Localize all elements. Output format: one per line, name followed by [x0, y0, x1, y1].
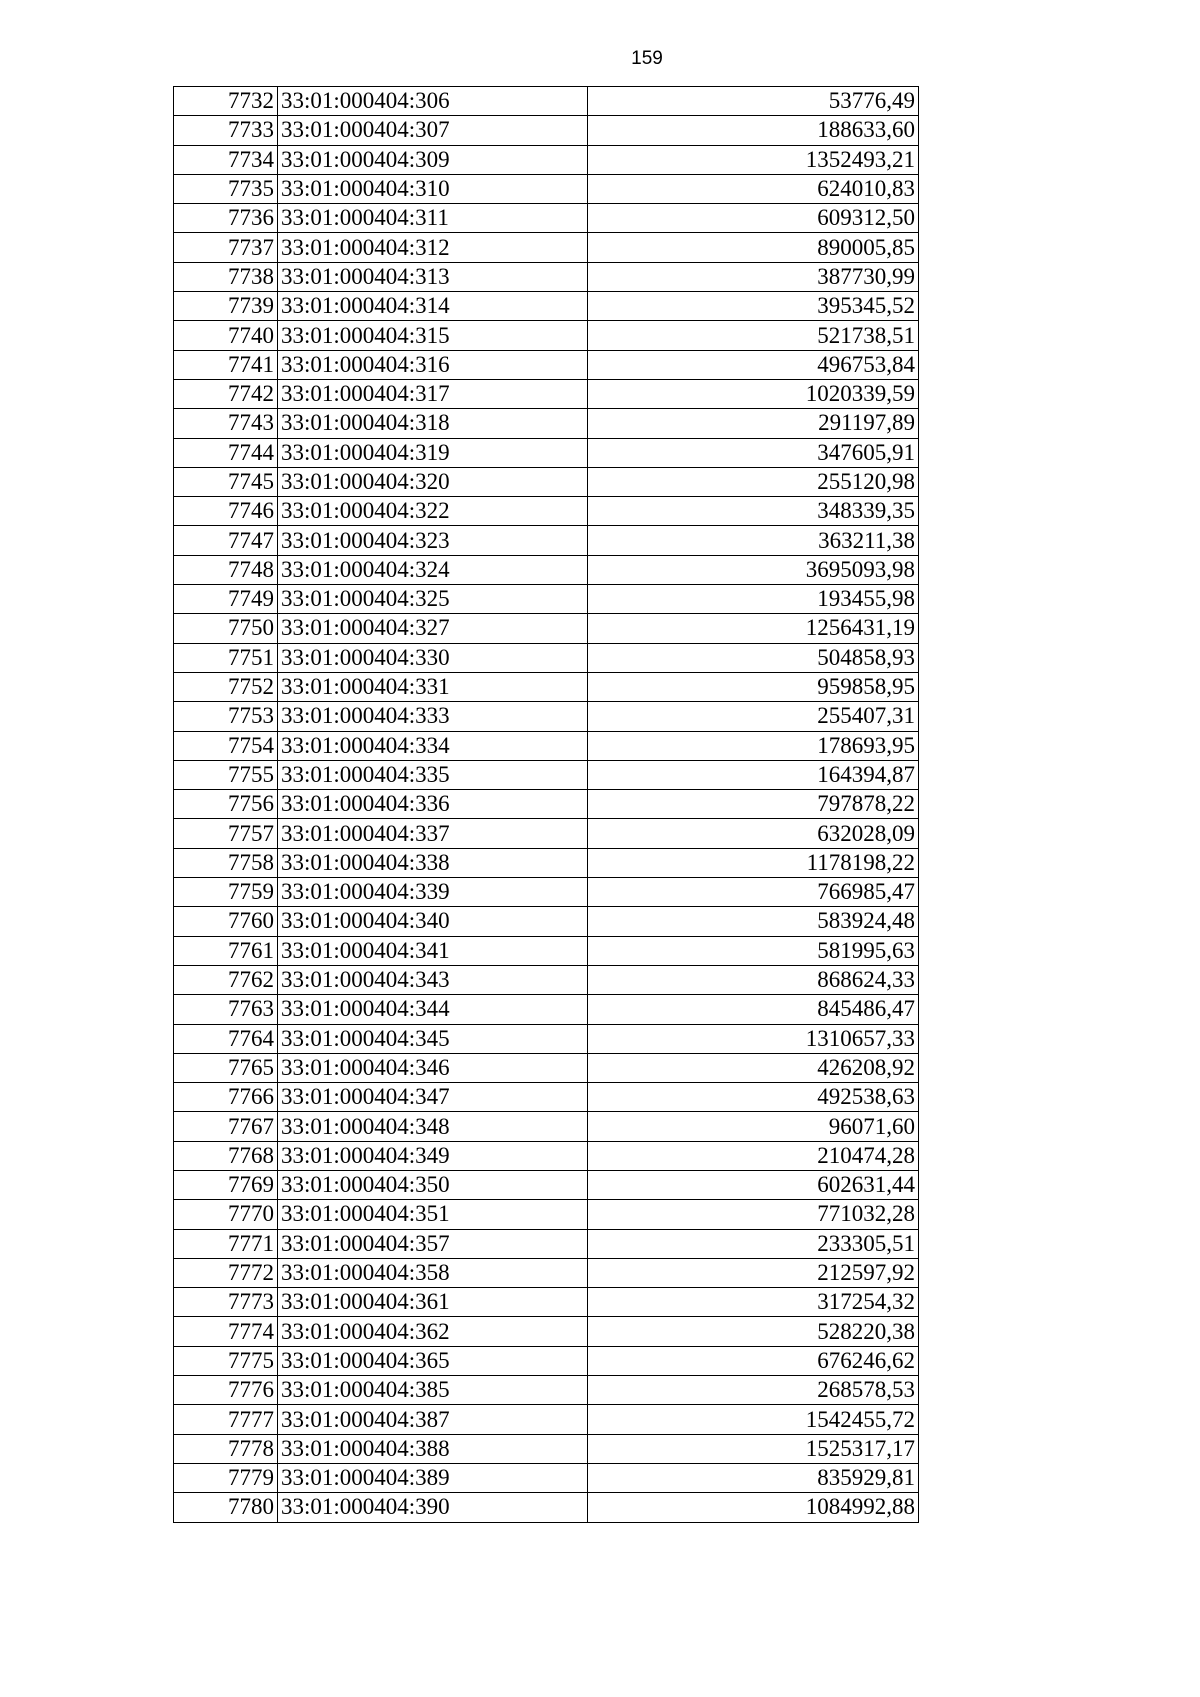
cadastral-number-cell: 33:01:000404:349 — [278, 1141, 588, 1170]
table-row — [174, 321, 919, 350]
value-cell: 583924,48 — [588, 907, 919, 936]
value-cell: 348339,35 — [588, 497, 919, 526]
table-row — [174, 702, 919, 731]
table-row — [174, 1317, 919, 1346]
cadastral-number-cell: 33:01:000404:310 — [278, 174, 588, 203]
cadastral-number-cell: 33:01:000404:388 — [278, 1434, 588, 1463]
value-cell: 426208,92 — [588, 1053, 919, 1082]
value-cell: 1542455,72 — [588, 1405, 919, 1434]
row-number-cell: 7775 — [174, 1346, 278, 1375]
value-cell: 602631,44 — [588, 1170, 919, 1199]
row-number-cell: 7741 — [174, 350, 278, 379]
table-row — [174, 1258, 919, 1287]
row-number-cell: 7764 — [174, 1024, 278, 1053]
value-cell: 3695093,98 — [588, 555, 919, 584]
table-row — [174, 907, 919, 936]
cadastral-number-cell: 33:01:000404:357 — [278, 1229, 588, 1258]
table-row — [174, 790, 919, 819]
value-cell: 676246,62 — [588, 1346, 919, 1375]
cadastral-number-cell: 33:01:000404:318 — [278, 409, 588, 438]
value-cell: 1084992,88 — [588, 1493, 919, 1522]
row-number-cell: 7744 — [174, 438, 278, 467]
table-body — [174, 87, 919, 1523]
table-row — [174, 936, 919, 965]
table-row — [174, 965, 919, 994]
table-row — [174, 1229, 919, 1258]
cadastral-number-cell: 33:01:000404:390 — [278, 1493, 588, 1522]
value-cell: 363211,38 — [588, 526, 919, 555]
value-cell: 521738,51 — [588, 321, 919, 350]
row-number-cell: 7753 — [174, 702, 278, 731]
cadastral-number-cell: 33:01:000404:385 — [278, 1376, 588, 1405]
table-row — [174, 1434, 919, 1463]
row-number-cell: 7743 — [174, 409, 278, 438]
cadastral-number-cell: 33:01:000404:323 — [278, 526, 588, 555]
table-row — [174, 760, 919, 789]
row-number-cell: 7779 — [174, 1463, 278, 1492]
value-cell: 766985,47 — [588, 878, 919, 907]
cadastral-number-cell: 33:01:000404:312 — [278, 233, 588, 262]
row-number-cell: 7777 — [174, 1405, 278, 1434]
value-cell: 492538,63 — [588, 1083, 919, 1112]
table-row — [174, 145, 919, 174]
cadastral-number-cell: 33:01:000404:351 — [278, 1200, 588, 1229]
table-row — [174, 174, 919, 203]
row-number-cell: 7751 — [174, 643, 278, 672]
value-cell: 193455,98 — [588, 585, 919, 614]
cadastral-number-cell: 33:01:000404:317 — [278, 379, 588, 408]
cadastral-number-cell: 33:01:000404:331 — [278, 672, 588, 701]
value-cell: 317254,32 — [588, 1288, 919, 1317]
value-cell: 212597,92 — [588, 1258, 919, 1287]
table-row — [174, 497, 919, 526]
table-row — [174, 1112, 919, 1141]
row-number-cell: 7733 — [174, 116, 278, 145]
row-number-cell: 7745 — [174, 467, 278, 496]
row-number-cell: 7738 — [174, 262, 278, 291]
table-row — [174, 555, 919, 584]
table-row — [174, 1141, 919, 1170]
row-number-cell: 7768 — [174, 1141, 278, 1170]
cadastral-number-cell: 33:01:000404:319 — [278, 438, 588, 467]
cadastral-number-cell: 33:01:000404:313 — [278, 262, 588, 291]
row-number-cell: 7747 — [174, 526, 278, 555]
row-number-cell: 7771 — [174, 1229, 278, 1258]
cadastral-number-cell: 33:01:000404:327 — [278, 614, 588, 643]
row-number-cell: 7760 — [174, 907, 278, 936]
table-row — [174, 379, 919, 408]
cadastral-number-cell: 33:01:000404:311 — [278, 204, 588, 233]
row-number-cell: 7749 — [174, 585, 278, 614]
cadastral-number-cell: 33:01:000404:340 — [278, 907, 588, 936]
row-number-cell: 7761 — [174, 936, 278, 965]
value-cell: 347605,91 — [588, 438, 919, 467]
cadastral-number-cell: 33:01:000404:346 — [278, 1053, 588, 1082]
table-row — [174, 1053, 919, 1082]
value-cell: 96071,60 — [588, 1112, 919, 1141]
cadastral-number-cell: 33:01:000404:337 — [278, 819, 588, 848]
cadastral-number-cell: 33:01:000404:350 — [278, 1170, 588, 1199]
value-cell: 53776,49 — [588, 87, 919, 116]
row-number-cell: 7748 — [174, 555, 278, 584]
row-number-cell: 7769 — [174, 1170, 278, 1199]
value-cell: 581995,63 — [588, 936, 919, 965]
row-number-cell: 7774 — [174, 1317, 278, 1346]
table-row — [174, 819, 919, 848]
table-row — [174, 1405, 919, 1434]
value-cell: 890005,85 — [588, 233, 919, 262]
row-number-cell: 7759 — [174, 878, 278, 907]
table-row — [174, 292, 919, 321]
value-cell: 845486,47 — [588, 995, 919, 1024]
row-number-cell: 7778 — [174, 1434, 278, 1463]
table-row — [174, 1288, 919, 1317]
value-cell: 1178198,22 — [588, 848, 919, 877]
row-number-cell: 7732 — [174, 87, 278, 116]
cadastral-value-table — [173, 86, 919, 1523]
value-cell: 395345,52 — [588, 292, 919, 321]
table-row — [174, 995, 919, 1024]
cadastral-number-cell: 33:01:000404:365 — [278, 1346, 588, 1375]
value-cell: 255120,98 — [588, 467, 919, 496]
value-cell: 233305,51 — [588, 1229, 919, 1258]
row-number-cell: 7765 — [174, 1053, 278, 1082]
row-number-cell: 7734 — [174, 145, 278, 174]
row-number-cell: 7773 — [174, 1288, 278, 1317]
cadastral-number-cell: 33:01:000404:348 — [278, 1112, 588, 1141]
value-cell: 188633,60 — [588, 116, 919, 145]
table-row — [174, 438, 919, 467]
row-number-cell: 7763 — [174, 995, 278, 1024]
value-cell: 496753,84 — [588, 350, 919, 379]
page-number: 159 — [631, 48, 663, 69]
cadastral-number-cell: 33:01:000404:309 — [278, 145, 588, 174]
table-row — [174, 1463, 919, 1492]
cadastral-number-cell: 33:01:000404:306 — [278, 87, 588, 116]
value-cell: 632028,09 — [588, 819, 919, 848]
cadastral-number-cell: 33:01:000404:307 — [278, 116, 588, 145]
cadastral-number-cell: 33:01:000404:345 — [278, 1024, 588, 1053]
cadastral-number-cell: 33:01:000404:343 — [278, 965, 588, 994]
row-number-cell: 7742 — [174, 379, 278, 408]
table-row — [174, 585, 919, 614]
row-number-cell: 7758 — [174, 848, 278, 877]
cadastral-number-cell: 33:01:000404:341 — [278, 936, 588, 965]
row-number-cell: 7735 — [174, 174, 278, 203]
table-row — [174, 643, 919, 672]
value-cell: 835929,81 — [588, 1463, 919, 1492]
value-cell: 1525317,17 — [588, 1434, 919, 1463]
table-row — [174, 1376, 919, 1405]
cadastral-number-cell: 33:01:000404:362 — [278, 1317, 588, 1346]
value-cell: 1020339,59 — [588, 379, 919, 408]
row-number-cell: 7756 — [174, 790, 278, 819]
value-cell: 1256431,19 — [588, 614, 919, 643]
row-number-cell: 7737 — [174, 233, 278, 262]
cadastral-number-cell: 33:01:000404:335 — [278, 760, 588, 789]
table-row — [174, 1170, 919, 1199]
row-number-cell: 7740 — [174, 321, 278, 350]
value-cell: 210474,28 — [588, 1141, 919, 1170]
value-cell: 1310657,33 — [588, 1024, 919, 1053]
cadastral-number-cell: 33:01:000404:347 — [278, 1083, 588, 1112]
table-row — [174, 204, 919, 233]
row-number-cell: 7755 — [174, 760, 278, 789]
row-number-cell: 7750 — [174, 614, 278, 643]
row-number-cell: 7739 — [174, 292, 278, 321]
table-row — [174, 116, 919, 145]
row-number-cell: 7772 — [174, 1258, 278, 1287]
value-cell: 609312,50 — [588, 204, 919, 233]
value-cell: 291197,89 — [588, 409, 919, 438]
cadastral-number-cell: 33:01:000404:325 — [278, 585, 588, 614]
table-row — [174, 233, 919, 262]
cadastral-number-cell: 33:01:000404:338 — [278, 848, 588, 877]
cadastral-number-cell: 33:01:000404:387 — [278, 1405, 588, 1434]
value-cell: 268578,53 — [588, 1376, 919, 1405]
cadastral-number-cell: 33:01:000404:344 — [278, 995, 588, 1024]
cadastral-number-cell: 33:01:000404:316 — [278, 350, 588, 379]
row-number-cell: 7780 — [174, 1493, 278, 1522]
value-cell: 178693,95 — [588, 731, 919, 760]
row-number-cell: 7752 — [174, 672, 278, 701]
value-cell: 959858,95 — [588, 672, 919, 701]
table-row — [174, 350, 919, 379]
cadastral-number-cell: 33:01:000404:314 — [278, 292, 588, 321]
row-number-cell: 7754 — [174, 731, 278, 760]
cadastral-number-cell: 33:01:000404:322 — [278, 497, 588, 526]
value-cell: 528220,38 — [588, 1317, 919, 1346]
table-row — [174, 614, 919, 643]
cadastral-number-cell: 33:01:000404:315 — [278, 321, 588, 350]
value-cell: 504858,93 — [588, 643, 919, 672]
row-number-cell: 7762 — [174, 965, 278, 994]
table-row — [174, 1200, 919, 1229]
value-cell: 255407,31 — [588, 702, 919, 731]
table-row — [174, 87, 919, 116]
cadastral-number-cell: 33:01:000404:334 — [278, 731, 588, 760]
row-number-cell: 7770 — [174, 1200, 278, 1229]
table-row — [174, 731, 919, 760]
value-cell: 771032,28 — [588, 1200, 919, 1229]
cadastral-number-cell: 33:01:000404:320 — [278, 467, 588, 496]
value-cell: 624010,83 — [588, 174, 919, 203]
value-cell: 387730,99 — [588, 262, 919, 291]
table-row — [174, 262, 919, 291]
table-row — [174, 1493, 919, 1522]
cadastral-number-cell: 33:01:000404:389 — [278, 1463, 588, 1492]
value-cell: 868624,33 — [588, 965, 919, 994]
value-cell: 1352493,21 — [588, 145, 919, 174]
cadastral-number-cell: 33:01:000404:333 — [278, 702, 588, 731]
row-number-cell: 7736 — [174, 204, 278, 233]
row-number-cell: 7746 — [174, 497, 278, 526]
cadastral-number-cell: 33:01:000404:339 — [278, 878, 588, 907]
value-cell: 797878,22 — [588, 790, 919, 819]
row-number-cell: 7767 — [174, 1112, 278, 1141]
table-row — [174, 848, 919, 877]
table-row — [174, 878, 919, 907]
cadastral-number-cell: 33:01:000404:361 — [278, 1288, 588, 1317]
cadastral-number-cell: 33:01:000404:330 — [278, 643, 588, 672]
value-cell: 164394,87 — [588, 760, 919, 789]
table-row — [174, 672, 919, 701]
row-number-cell: 7757 — [174, 819, 278, 848]
table-row — [174, 467, 919, 496]
table-row — [174, 409, 919, 438]
table-row — [174, 1024, 919, 1053]
cadastral-number-cell: 33:01:000404:358 — [278, 1258, 588, 1287]
cadastral-number-cell: 33:01:000404:324 — [278, 555, 588, 584]
table-row — [174, 1346, 919, 1375]
table-row — [174, 526, 919, 555]
row-number-cell: 7766 — [174, 1083, 278, 1112]
row-number-cell: 7776 — [174, 1376, 278, 1405]
cadastral-number-cell: 33:01:000404:336 — [278, 790, 588, 819]
table-row — [174, 1083, 919, 1112]
